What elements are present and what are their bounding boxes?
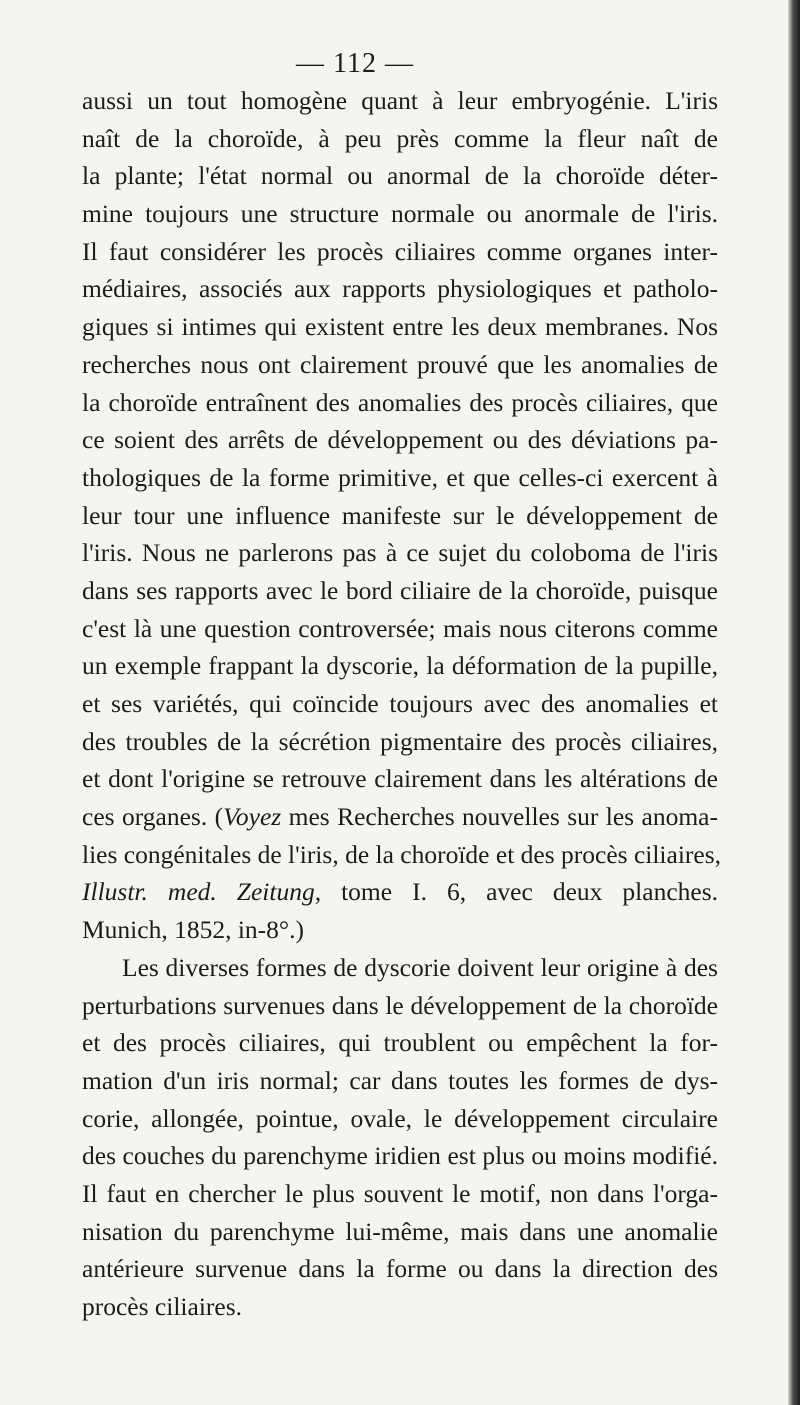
text-line: c'est là une question controversée; mais nous citerons comme — [82, 613, 718, 643]
text-line: antérieure survenue dans la forme ou dans la direction des — [82, 1254, 718, 1284]
text-run: mes Recherches nouvelles sur les anoma- — [281, 802, 718, 832]
text-line: corie, allongée, pointue, ovale, le développement circulaire — [82, 1103, 718, 1133]
text-line: mation d'un iris normal; car dans toutes les formes de dys- — [82, 1065, 718, 1095]
text-line: Il faut en chercher le plus souvent le motif, non dans l'orga- — [82, 1178, 718, 1208]
text-line: thologiques de la forme primitive, et que celles-ci exercent à — [82, 462, 718, 492]
text-line: des couches du parenchyme iridien est plus ou moins modifié. — [82, 1141, 718, 1171]
italic-text: Illustr. med. Zeitung, — [82, 877, 322, 907]
italic-text: Voyez — [223, 802, 282, 832]
text-line: Les diverses formes de dyscorie doivent leur origine à des — [122, 952, 718, 982]
text-line: naît de la choroïde, à peu près comme la fleur naît de — [82, 123, 718, 153]
text-line: des troubles de la sécrétion pigmentaire des procès ciliaires, — [82, 726, 718, 756]
text-line: un exemple frappant la dyscorie, la déformation de la pupille, — [82, 651, 718, 681]
text-line: et ses variétés, qui coïncide toujours avec des anomalies et — [82, 689, 718, 718]
body-text — [82, 82, 722, 1326]
text-run: tome I. 6, avec deux planches. — [321, 877, 718, 907]
text-line: leur tour une influence manifeste sur le développement de — [82, 500, 718, 530]
text-run: ces organes. ( — [82, 802, 224, 832]
text-line: lies congénitales de l'iris, de la choroïde et des procès ciliaires, — [82, 839, 722, 869]
text-line: giques si intimes qui existent entre les deux membranes. Nos — [82, 312, 718, 342]
text-line: Munich, 1852, in-8°.) — [82, 915, 304, 945]
text-line: l'iris. Nous ne parlerons pas à ce sujet du coloboma de l'iris — [82, 538, 718, 568]
text-line: recherches nous ont clairement prouvé que les anomalies de — [82, 349, 718, 379]
text-line: la choroïde entraînent des anomalies des procès ciliaires, que — [82, 387, 718, 417]
text-line: et des procès ciliaires, qui troublent ou empêchent la for- — [82, 1028, 718, 1058]
text-line: médiaires, associés aux rapports physiologiques et patholo- — [82, 274, 718, 304]
text-line: dans ses rapports avec le bord ciliaire de la choroïde, puisque — [82, 575, 718, 605]
text-line: nisation du parenchyme lui-même, mais dans une anomalie — [82, 1216, 718, 1246]
text-line: ce soient des arrêts de développement ou des déviations pa- — [82, 425, 718, 455]
text-line: et dont l'origine se retrouve clairement dans les altérations de — [82, 764, 718, 794]
text-line — [82, 873, 718, 911]
text-line: procès ciliaires. — [82, 1292, 243, 1321]
text-line — [82, 798, 718, 836]
text-line: perturbations survenues dans le développement de la choroïde — [82, 990, 718, 1020]
text-line: aussi un tout homogène quant à leur embryogénie. L'iris — [82, 86, 718, 115]
text-line: la plante; l'état normal ou anormal de la choroïde déter- — [82, 161, 718, 191]
text-line: mine toujours une structure normale ou anormale de l'iris. — [82, 199, 718, 229]
text-line: Il faut considérer les procès ciliaires comme organes inter- — [82, 236, 718, 266]
page-number: — 112 — — [296, 48, 414, 79]
page-binding-edge — [788, 0, 800, 1405]
